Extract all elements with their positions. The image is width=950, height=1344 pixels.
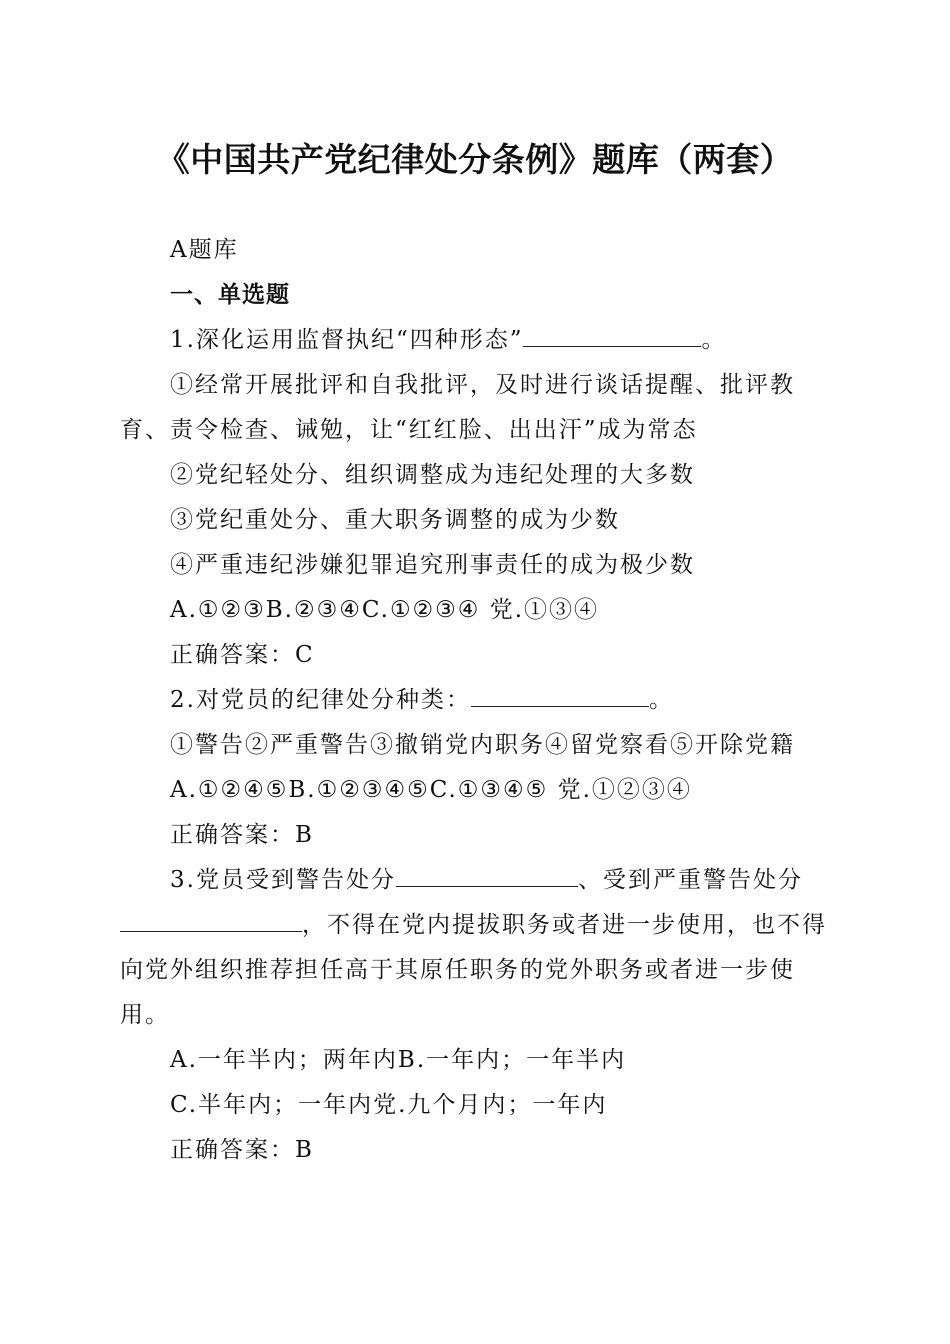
question-3-options-2: C.半年内；一年内党.九个月内；一年内 <box>170 1092 608 1118</box>
question-3-stem-part-2: 、受到严重警告处分 <box>577 867 803 893</box>
question-3-options-1: A.一年半内；两年内B.一年内；一年半内 <box>170 1047 627 1073</box>
section-heading: 一、单选题 <box>170 282 290 308</box>
question-1-stem-end: 。 <box>701 327 727 353</box>
question-2-stem-end: 。 <box>648 687 674 713</box>
document-title: 《中国共产党纪律处分条例》题库（两套） <box>156 140 794 179</box>
document-body <box>120 228 830 1173</box>
question-2-options: A.①②④⑤B.①②③④⑤C.①③④⑤ 党.①②③④ <box>170 777 692 803</box>
question-1-item-2: ②党纪轻处分、组织调整成为违纪处理的大多数 <box>170 462 695 488</box>
question-1-options: A.①②③B.②③④C.①②③④ 党.①③④ <box>170 597 600 623</box>
question-1-item-1: ①经常开展批评和自我批评，及时进行谈话提醒、批评教育、责令检查、诫勉，让“红红脸、出出汗”成为常态 <box>120 372 795 443</box>
question-1-answer: 正确答案：C <box>170 642 315 668</box>
answer-blank <box>523 324 701 347</box>
answer-blank <box>471 684 649 707</box>
bank-label: A题库 <box>170 237 239 263</box>
answer-blank <box>120 909 302 932</box>
question-2-answer: 正确答案：B <box>170 822 314 848</box>
question-3-stem-part-3: ，不得在党内提拔职务或者进一步使用，也不得向党外组织推荐担任高于其原任职务的党外职务或者进一步使用。 <box>120 912 827 1028</box>
question-2-stem-text: 2.对党员的纪律处分种类： <box>170 687 471 713</box>
question-1-stem <box>120 318 830 363</box>
question-1-item-3: ③党纪重处分、重大职务调整的成为少数 <box>170 507 620 533</box>
question-3-stem <box>120 858 830 1038</box>
question-3-stem-part-1: 3.党员受到警告处分 <box>170 867 396 893</box>
question-1-item-4: ④严重违纪涉嫌犯罪追究刑事责任的成为极少数 <box>170 552 695 578</box>
question-3-answer: 正确答案：B <box>170 1137 314 1163</box>
question-2-stem <box>120 678 830 723</box>
question-1-stem-text: 1.深化运用监督执纪“四种形态” <box>170 327 524 353</box>
question-2-item-1: ①警告②严重警告③撤销党内职务④留党察看⑤开除党籍 <box>170 732 795 758</box>
answer-blank <box>396 864 578 887</box>
